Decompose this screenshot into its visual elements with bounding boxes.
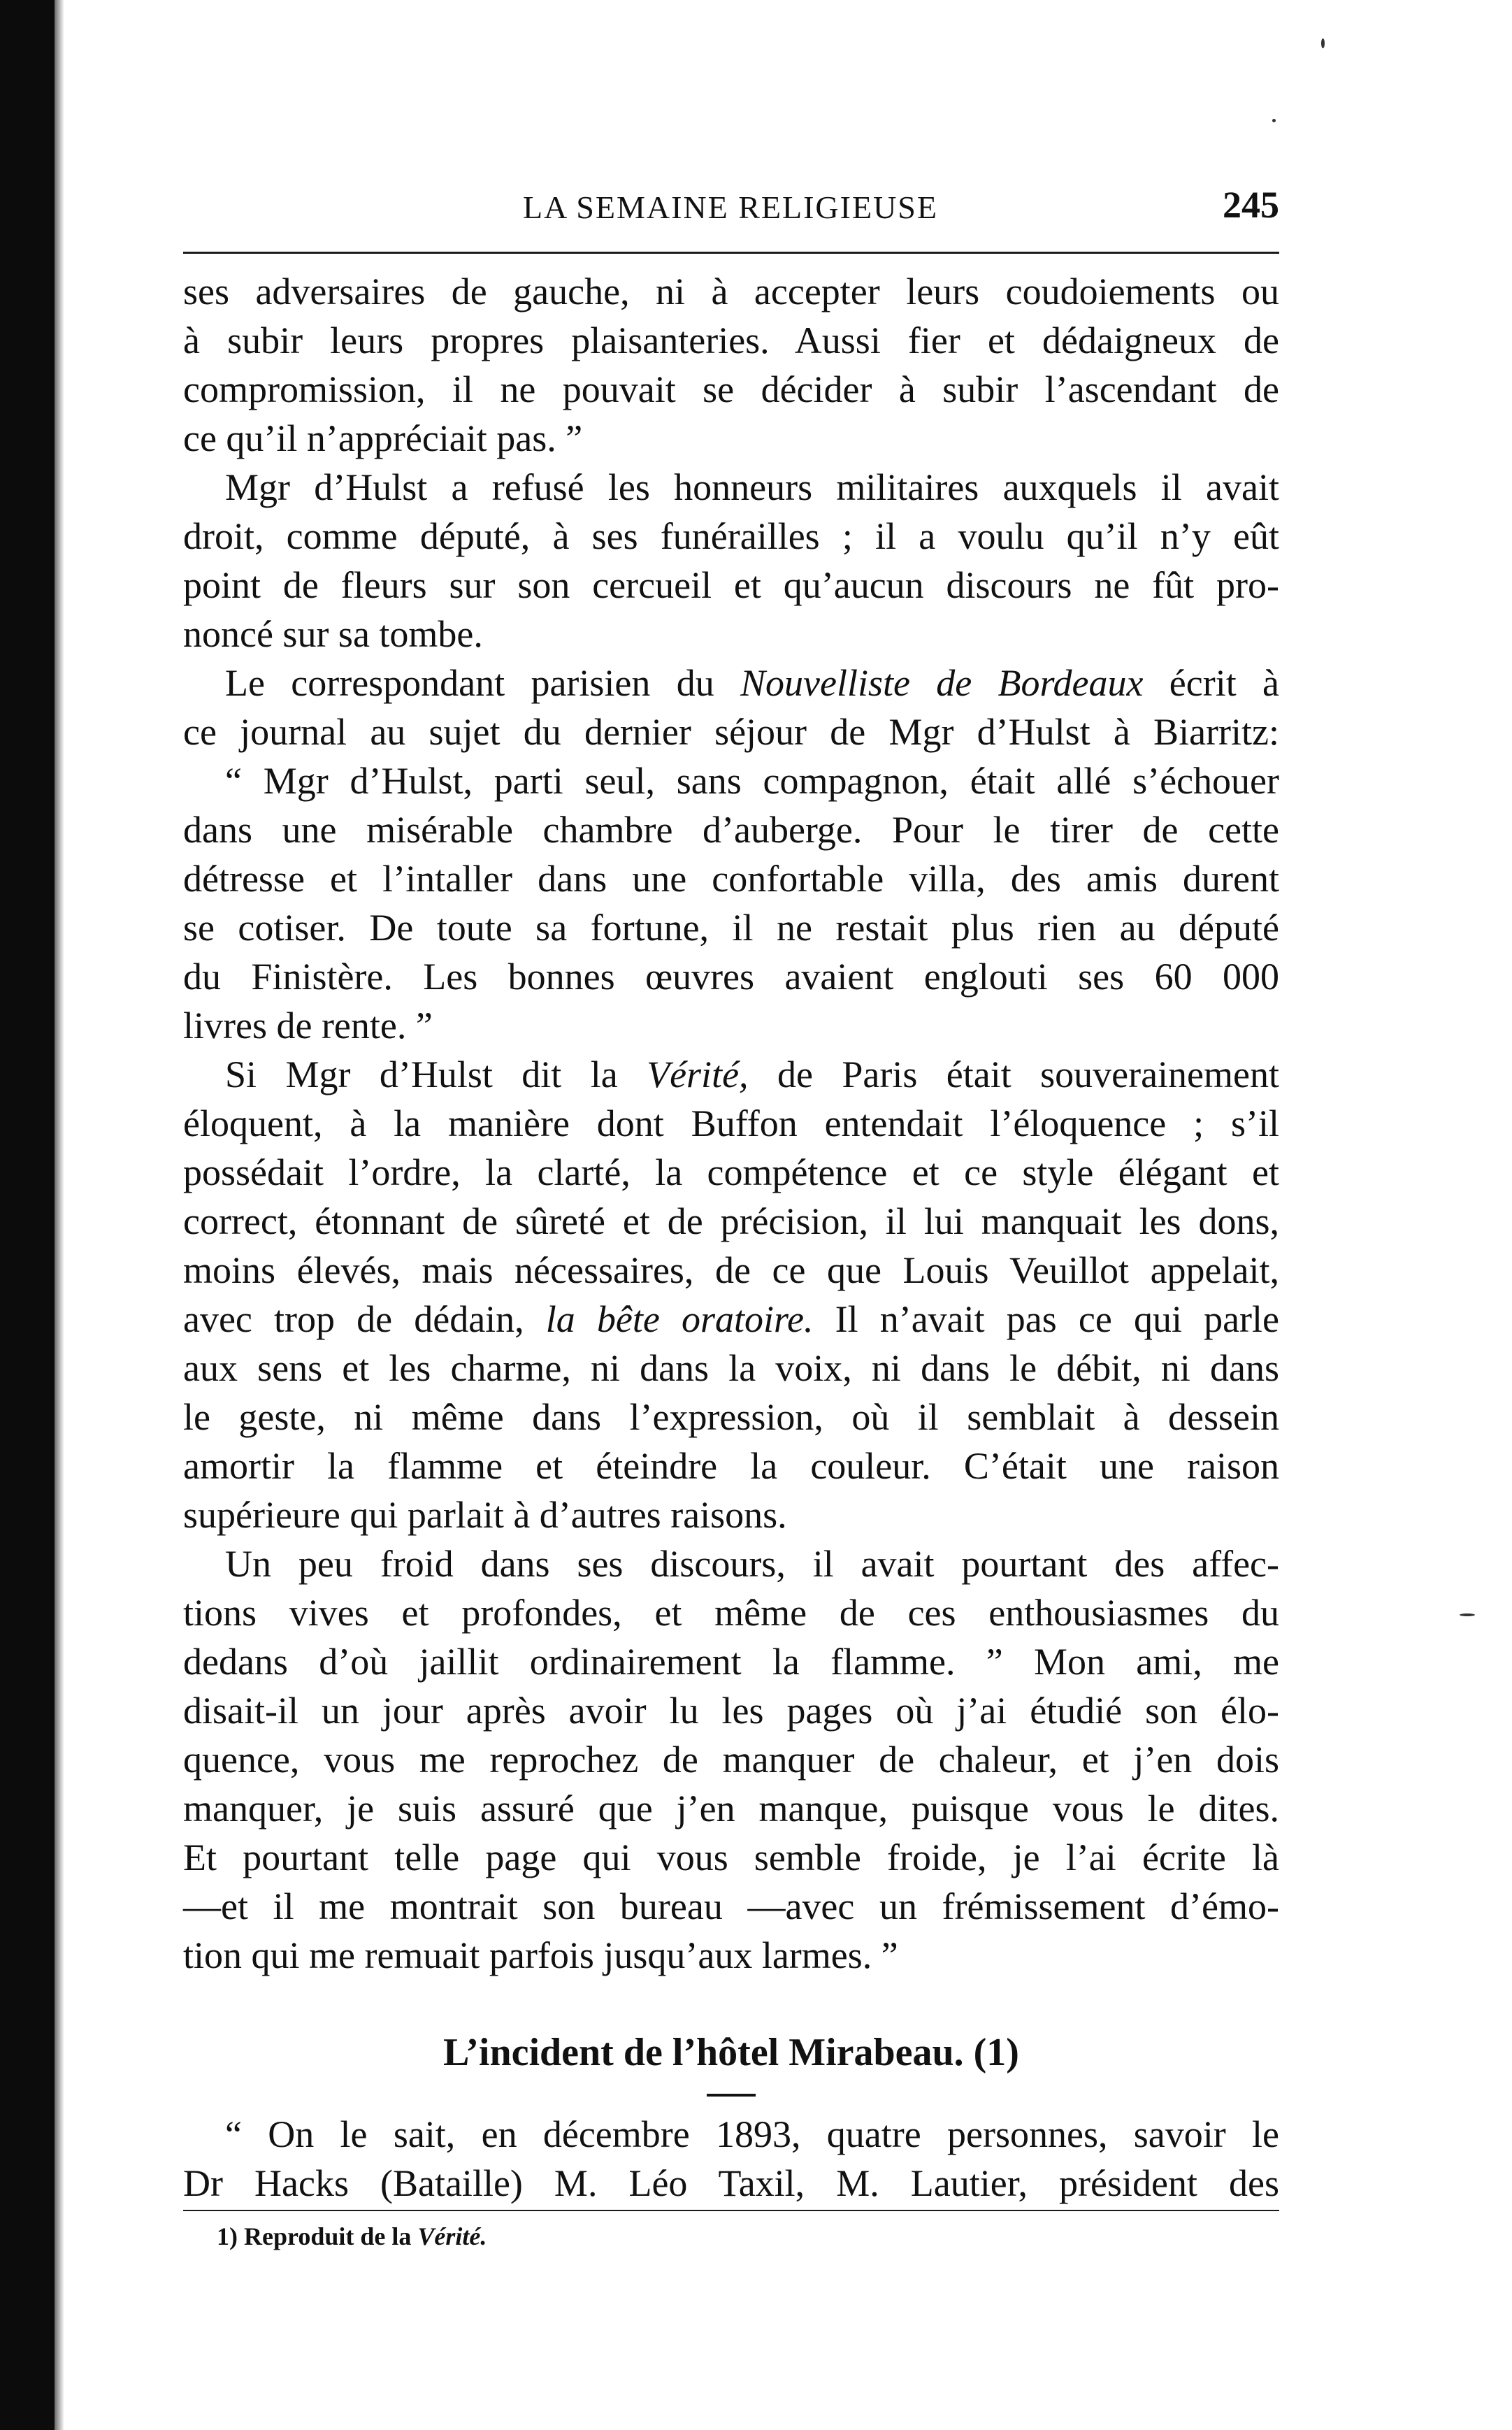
text-line: “ Mgr d’Hulst, parti seul, sans compagnon, était allé s’échouer [225, 760, 1279, 802]
text-line: à subir leurs propres plaisanteries. Aussi fier et dédaigneux de [183, 319, 1279, 361]
running-title: LA SEMAINE RELIGIEUSE [523, 189, 938, 225]
text-line: dedans d’où jaillit ordinairement la flamme. ” Mon ami, me [183, 1641, 1279, 1683]
text-line: ce journal au sujet du dernier séjour de Mgr d’Hulst à Biarritz: [183, 711, 1279, 753]
text-line: “ On le sait, en décembre 1893, quatre personnes, savoir le [225, 2113, 1279, 2155]
newspaper-title: Vérité, [647, 1054, 749, 1095]
scan-speck [1460, 1613, 1475, 1616]
text-line: —et il me montrait son bureau —avec un frémissement d’émo- [183, 1885, 1279, 1927]
text-line: le geste, ni même dans l’expression, où il semblait à dessein [183, 1396, 1279, 1438]
text-segment: Il n’avait pas ce qui parle [835, 1298, 1279, 1340]
scan-binding-edge [0, 0, 55, 2430]
text-segment: Le correspondant parisien du [225, 662, 714, 704]
emphasis: la bête oratoire. [545, 1298, 814, 1340]
text-line [183, 659, 1279, 707]
section-body-text [183, 2110, 1279, 2208]
text-line: détresse et l’intaller dans une confortable villa, des amis durent [183, 858, 1279, 900]
text-line: point de fleurs sur son cercueil et qu’aucun discours ne fût pro- [183, 564, 1279, 606]
text-line: tion qui me remuait parfois jusqu’aux larmes. ” [183, 1934, 898, 1976]
text-line: possédait l’ordre, la clarté, la compétence et ce style élégant et [183, 1151, 1279, 1193]
scan-speck [1272, 119, 1276, 122]
paragraph [183, 659, 1279, 1050]
text-line: ce qu’il n’appréciait pas. ” [183, 417, 583, 459]
text-line: manquer, je suis assuré que j’en manque, puisque vous le dites. [183, 1788, 1279, 1829]
heading-rule [707, 2094, 756, 2097]
paragraph [183, 463, 1279, 659]
text-segment: écrit à [1169, 662, 1279, 704]
header-rule [183, 252, 1279, 254]
text-segment: avec trop de dédain, [183, 1298, 524, 1340]
paragraph [183, 1050, 1279, 1539]
page-header [182, 183, 1279, 239]
scan-binding-shadow [55, 0, 64, 2430]
footnote-rule [183, 2210, 1279, 2211]
page-number: 245 [1223, 184, 1279, 226]
text-line: noncé sur sa tombe. [183, 613, 483, 655]
text-line: moins élevés, mais nécessaires, de ce que Louis Veuillot appelait, [183, 1249, 1279, 1291]
text-line [183, 1050, 1279, 1099]
newspaper-title: Nouvelliste de Bordeaux [740, 662, 1144, 704]
text-line: Dr Hacks (Bataille) M. Léo Taxil, M. Lautier, président des [183, 2162, 1279, 2204]
text-line: droit, comme député, à ses funérailles ; il a voulu qu’il n’y eût [183, 515, 1279, 557]
text-line [183, 1295, 1279, 1344]
text-line: correct, étonnant de sûreté et de précision, il lui manquait les dons, [183, 1200, 1279, 1242]
text-line: livres de rente. ” [183, 1005, 433, 1047]
text-line: Et pourtant telle page qui vous semble froide, je l’ai écrite là [183, 1836, 1279, 1878]
text-line: tions vives et profondes, et même de ces enthousiasmes du [183, 1592, 1279, 1634]
footnote-source: Vérité. [417, 2222, 487, 2250]
text-line: compromission, il ne pouvait se décider à subir l’ascendant de [183, 368, 1279, 410]
text-line: aux sens et les charme, ni dans la voix, ni dans le débit, ni dans [183, 1347, 1279, 1389]
text-line: supérieure qui parlait à d’autres raisons. [183, 1494, 787, 1536]
text-line: Un peu froid dans ses discours, il avait pourtant des affec- [225, 1543, 1279, 1585]
text-line: du Finistère. Les bonnes œuvres avaient englouti ses 60 000 [183, 956, 1279, 998]
text-line: ses adversaires de gauche, ni à accepter leurs coudoiements ou [183, 271, 1279, 312]
scan-speck [1321, 38, 1325, 48]
paragraph [183, 267, 1279, 463]
body-text [183, 267, 1279, 1980]
footnote-text: 1) Reproduit de la [217, 2222, 412, 2250]
text-line: éloquent, à la manière dont Buffon entendait l’éloquence ; s’il [183, 1102, 1279, 1144]
footnote [217, 2222, 487, 2251]
section-heading: L’incident de l’hôtel Mirabeau. (1) [443, 2031, 1019, 2074]
text-line: Mgr d’Hulst a refusé les honneurs militaires auxquels il avait [225, 466, 1279, 508]
paragraph [183, 1539, 1279, 1980]
text-segment: Si Mgr d’Hulst dit la [225, 1054, 618, 1095]
text-line: se cotiser. De toute sa fortune, il ne restait plus rien au député [183, 907, 1279, 949]
text-segment: de Paris était souverainement [777, 1054, 1280, 1095]
text-line: dans une misérable chambre d’auberge. Pour le tirer de cette [183, 809, 1279, 851]
text-line: quence, vous me reprochez de manquer de chaleur, et j’en dois [183, 1739, 1279, 1781]
text-line: amortir la flamme et éteindre la couleur. C’était une raison [183, 1445, 1279, 1487]
text-line: disait-il un jour après avoir lu les pages où j’ai étudié son élo- [183, 1690, 1279, 1732]
